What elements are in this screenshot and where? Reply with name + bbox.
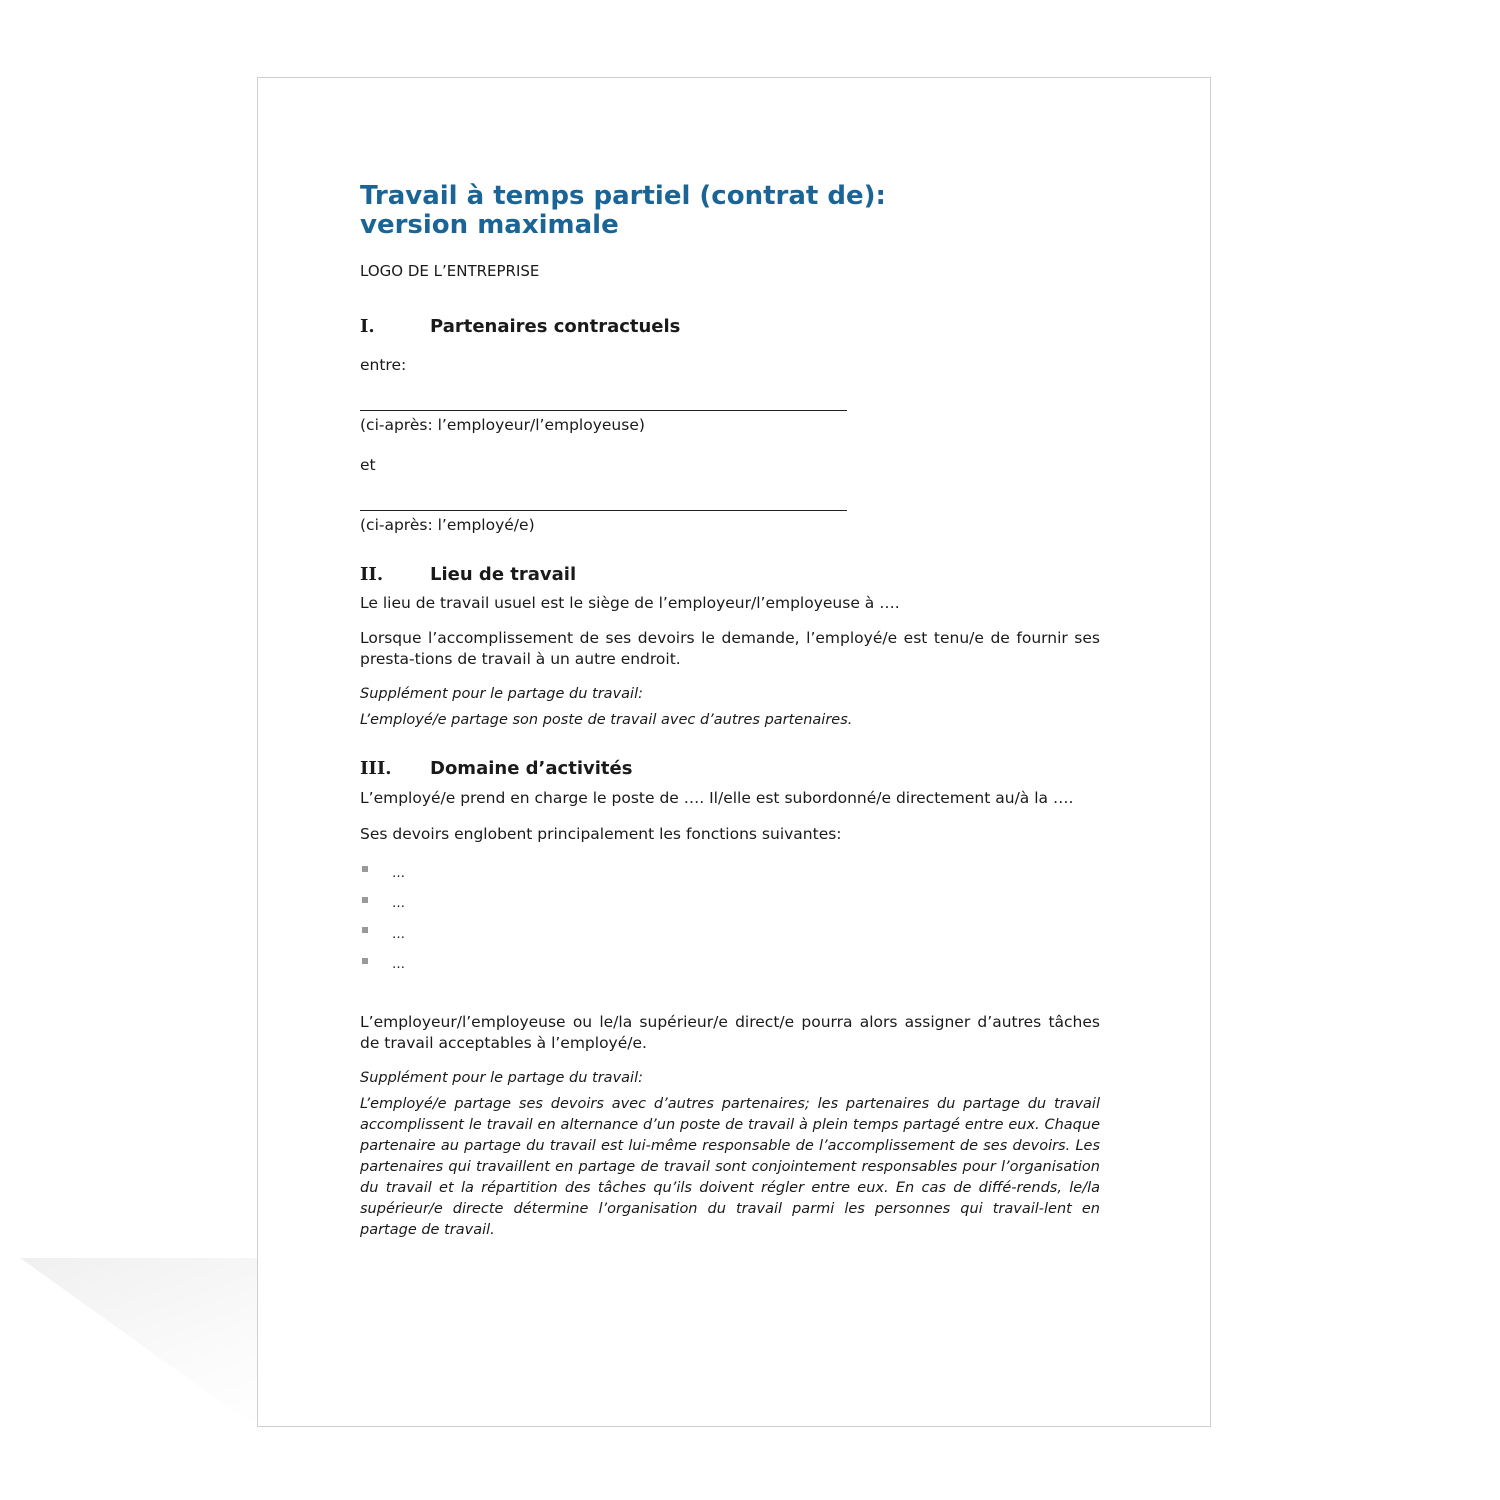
section-2-title: Lieu de travail: [430, 564, 577, 585]
section-2-paragraph-1: Le lieu de travail usuel est le siège de l’employeur/l’employeuse à ….: [360, 594, 900, 612]
employer-caption: (ci-après: l’employeur/l’employeuse): [360, 416, 645, 434]
list-item-text: …: [392, 865, 405, 881]
section-3-paragraph-1: L’employé/e prend en charge le poste de …. Il/elle est subordonné/e directement au/à la ….: [360, 789, 1074, 807]
section-1-number: I.: [360, 316, 375, 337]
section-3-title: Domaine d’activités: [430, 758, 633, 779]
section-3-paragraph-3: L’employeur/l’employeuse ou le/la supérieur/e direct/e pourra alors assigner d’autres tâches de travail acceptables à l’employé/e.: [360, 1013, 1100, 1052]
list-item-text: …: [392, 926, 405, 942]
list-item: [360, 950, 1100, 981]
section-3-supplement-label: Supplément pour le partage du travail:: [360, 1070, 643, 1086]
page-shadow: [20, 1258, 260, 1430]
section-2-supplement-text: L’employé/e partage son poste de travail avec d’autres partenaires.: [360, 712, 853, 728]
document-content: [360, 182, 1100, 1241]
employer-signature-line: [360, 410, 847, 411]
list-item: [360, 919, 1100, 950]
list-item: [360, 889, 1100, 920]
section-2-supplement-label: Supplément pour le partage du travail:: [360, 686, 643, 702]
list-item: [360, 858, 1100, 889]
section-3-number: III.: [360, 758, 392, 779]
section-3-heading: [360, 758, 1100, 779]
duties-list: [360, 858, 1100, 980]
section-1-heading: [360, 316, 1100, 337]
bullet-square-icon: [362, 958, 368, 964]
list-item-text: …: [392, 896, 405, 912]
employee-signature-line: [360, 510, 847, 511]
logo-placeholder: LOGO DE L’ENTREPRISE: [360, 262, 540, 280]
title-line-1: Travail à temps partiel (contrat de):: [360, 181, 886, 211]
bullet-square-icon: [362, 866, 368, 872]
document-page: [257, 77, 1211, 1427]
title-line-2: version maximale: [360, 210, 619, 240]
section-2-paragraph-2: Lorsque l’accomplissement de ses devoirs le demande, l’employé/e est tenu/e de fournir ses presta-tions de travail à un autre endroit.: [360, 629, 1100, 668]
section-3-supplement-text: L’employé/e partage ses devoirs avec d’autres partenaires; les partenaires du partage du travail accomplissent le travail en alternance d’un poste de travail à plein temps partagé entre eux. Chaque partenaire au partage du travail est lui-même responsable de l’accomplissement de ses devoirs. Les partenaires qui travaillent en partage de travail sont conjointement responsables pour l’organisation du travail et la répartition des tâches qu’ils doivent régler entre eux. En cas de diffé-rends, le/la supérieur/e directe détermine l’organisation du travail parmi les personnes qui travail-lent en partage de travail.: [360, 1096, 1100, 1238]
list-item-text: …: [392, 957, 405, 973]
section-2-heading: [360, 564, 1100, 585]
employee-caption: (ci-après: l’employé/e): [360, 516, 535, 534]
section-3-paragraph-2: Ses devoirs englobent principalement les fonctions suivantes:: [360, 825, 842, 843]
et-label: et: [360, 456, 376, 474]
bullet-square-icon: [362, 927, 368, 933]
section-2-number: II.: [360, 564, 384, 585]
document-title: [360, 182, 1100, 240]
bullet-square-icon: [362, 897, 368, 903]
entre-label: entre:: [360, 356, 407, 374]
section-1-title: Partenaires contractuels: [430, 316, 681, 337]
